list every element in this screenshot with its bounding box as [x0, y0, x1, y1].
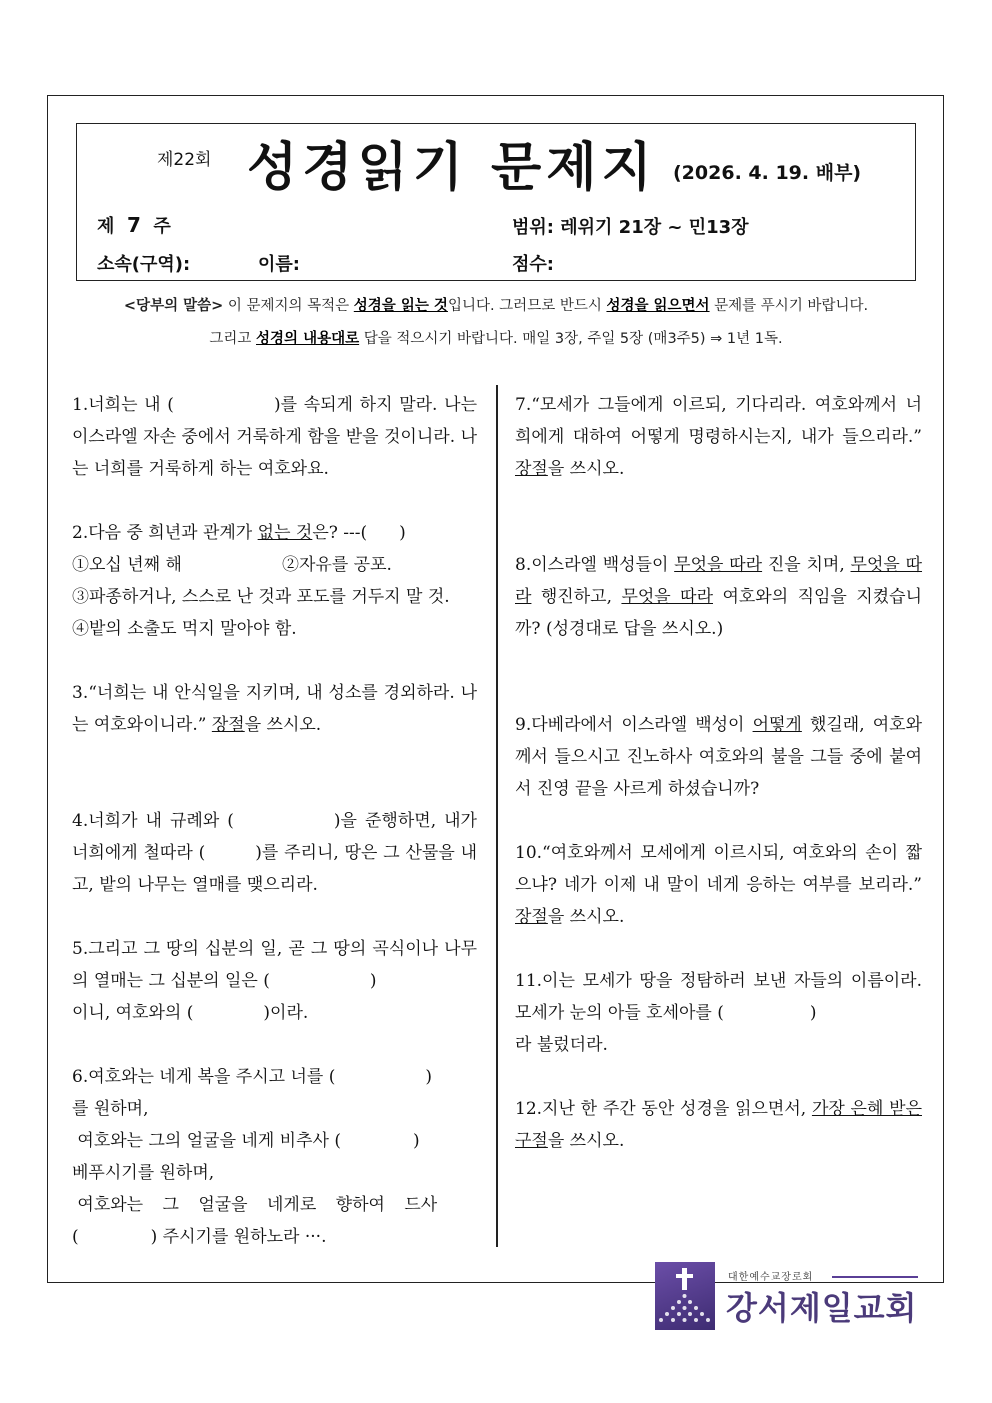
round-label: 제22회	[157, 150, 212, 170]
notice-line-2: 그리고 성경의 내용대로 답을 적으시기 바랍니다. 매일 3장, 주일 5장 (매3주5) ⇒ 1년 1독.	[209, 331, 783, 347]
score-label: 점수:	[512, 254, 554, 275]
question-8: 8.이스라엘 백성들이 무엇을 따라 진을 치며, 무엇을 따라 행진하고, 무엇을 따라 여호와의 직임을 지켰습니까? (성경대로 답을 쓰시오.)	[515, 555, 923, 639]
q2-option-4: ④밭의 소출도 먹지 말아야 함.	[72, 619, 297, 639]
q2-option-3: ③파종하거나, 스스로 난 것과 포도를 거두지 말 것.	[72, 587, 450, 607]
question-12: 12.지난 한 주간 동안 성경을 읽으면서, 가장 은혜 받은 구절을 쓰시오.	[515, 1099, 922, 1151]
question-6: 6.여호와는 네게 복을 주시고 너를 ( ) 를 원하며, 여호와는 그의 얼굴을 네게 비추사 ( ) 베푸시기를 원하며, 여호와는 그 얼굴을 네게로 향하여 드사 ( ) 주시기를 원하노라 ···.	[72, 1067, 438, 1247]
right-column	[515, 389, 922, 1157]
question-1: 1.너희는 내 ( )를 속되게 하지 말라. 나는 이스라엘 자손 중에서 거룩하게 함을 받을 것이니라. 나는 너희를 거룩하게 하는 여호와요.	[72, 395, 477, 479]
question-11: 11.이는 모세가 땅을 정탐하러 보낸 자들의 이름이라. 모세가 눈의 아들 호세아를 ( ) 라 불렀더라.	[515, 971, 922, 1055]
reading-range: 범위: 레위기 21장 ~ 민13장	[512, 217, 749, 238]
question-5: 5.그리고 그 땅의 십분의 일, 곧 그 땅의 곡식이나 나무의 열매는 그 십분의 일은 ( ) 이니, 여호와의 ( )이라.	[72, 939, 477, 1023]
question-7: 7.“모세가 그들에게 이르되, 기다리라. 여호와께서 너희에게 대하여 어떻게 명령하시는지, 내가 들으리라.” 장절을 쓰시오.	[515, 395, 922, 479]
question-10: 10.“여호와께서 모세에게 이르시되, 여호와의 손이 짧으냐? 네가 이제 내 말이 네게 응하는 여부를 보리라.” 장절을 쓰시오.	[515, 843, 922, 927]
church-name: 강서제일교회	[726, 1289, 918, 1327]
department-label: 소속(구역):	[97, 254, 191, 275]
q2-option-2: ②자유를 공포.	[282, 555, 392, 575]
week-label: 제 7 주	[97, 213, 171, 237]
cross-icon	[655, 1262, 715, 1330]
column-divider	[496, 385, 498, 1247]
question-4: 4.너희가 내 규례와 ( )을 준행하면, 내가 너희에게 철따라 ( )를 주리니, 땅은 그 산물을 내고, 밭의 나무는 열매를 맺으리라.	[72, 811, 477, 895]
page-title: 성경읽기 문제지	[247, 138, 657, 198]
left-column	[72, 389, 477, 1253]
church-logo-emblem	[655, 1262, 715, 1330]
denomination-label: 대한예수교장로회	[728, 1272, 814, 1283]
notice-line-1: <당부의 말씀> 이 문제지의 목적은 성경을 읽는 것입니다. 그러므로 반드시 성경을 읽으면서 문제를 푸시기 바랍니다.	[123, 298, 869, 314]
logo-divider	[832, 1276, 918, 1278]
distribution-date: (2026. 4. 19. 배부)	[673, 162, 862, 184]
question-2: 2.다음 중 희년과 관계가 없는 것은? ---( ) ①오십 년째 해 ②자유를 공포. ③파종하거나, 스스로 난 것과 포도를 거두지 말 것. ④밭의 소출도 먹지 말아야 함.	[72, 523, 450, 639]
q2-option-1: ①오십 년째 해	[72, 555, 182, 575]
question-9: 9.다베라에서 이스라엘 백성이 어떻게 했길래, 여호와께서 들으시고 진노하사 여호와의 불을 그들 중에 붙여서 진영 끝을 사르게 하셨습니까?	[515, 715, 922, 799]
name-label: 이름:	[258, 254, 300, 275]
question-3: 3.“너희는 내 안식일을 지키며, 내 성소를 경외하라. 나는 여호와이니라.” 장절을 쓰시오.	[72, 683, 477, 735]
